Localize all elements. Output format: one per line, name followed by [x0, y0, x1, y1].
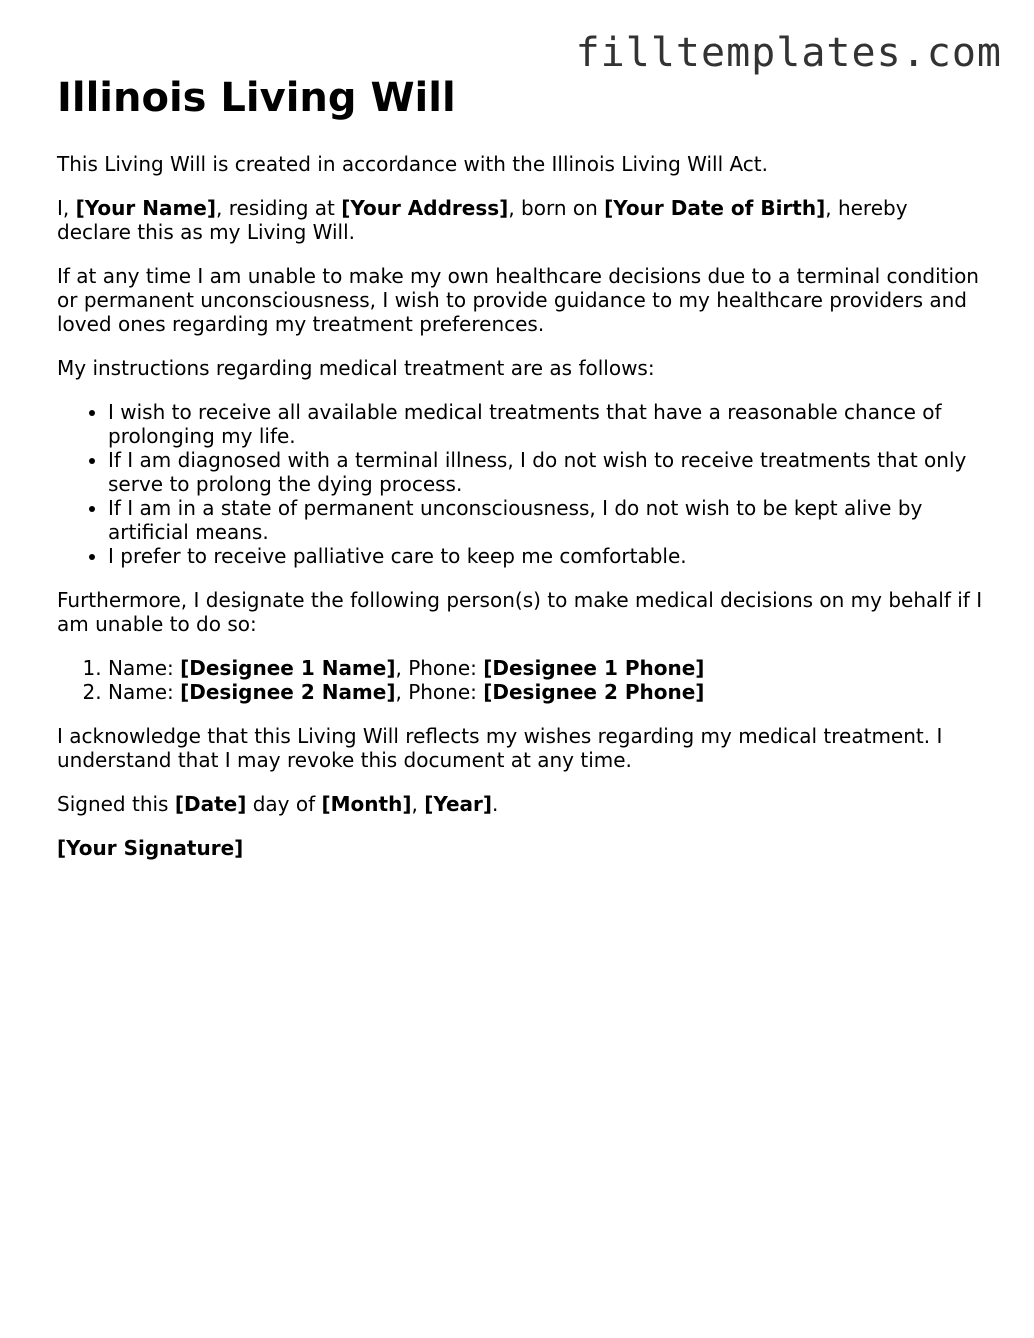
month-placeholder: [Month] [321, 792, 412, 816]
signed-text-3: , [411, 792, 425, 816]
acknowledge-paragraph: I acknowledge that this Living Will reflects my wishes regarding my medical treatment. I understand that I may revoke this document at any time. [57, 724, 943, 772]
date-of-birth-placeholder: [Your Date of Birth] [604, 196, 826, 220]
list-item: • I prefer to receive palliative care to keep me comfortable. [108, 544, 987, 568]
declaration-text-2: , residing at [216, 196, 342, 220]
signed-text-2: day of [246, 792, 322, 816]
designee-item [108, 656, 987, 680]
designees-list [57, 656, 987, 704]
document [57, 72, 987, 880]
your-name-placeholder: [Your Name] [75, 196, 216, 220]
date-placeholder: [Date] [174, 792, 247, 816]
watermark: filltemplates.com [575, 30, 1002, 76]
designee-item [108, 680, 987, 704]
designate-paragraph: Furthermore, I designate the following person(s) to make medical decisions on my behalf if I am unable to do so: [57, 588, 983, 636]
condition-paragraph: If at any time I am unable to make my own healthcare decisions due to a terminal condition or permanent unconsciousness, I wish to provide guidance to my healthcare providers and loved ones regarding my treatment preferences. [57, 264, 979, 336]
list-item: • If I am in a state of permanent unconsciousness, I do not wish to be kept alive by artificial means. [108, 496, 987, 544]
your-address-placeholder: [Your Address] [341, 196, 509, 220]
declaration-text-4: , hereby declare this as my Living Will. [57, 196, 908, 244]
designee-phone-label: , Phone: [395, 680, 484, 704]
designee-name-label: Name: [108, 680, 181, 704]
page-title: Illinois Living Will [57, 75, 456, 121]
designee-name-placeholder: [Designee 1 Name] [180, 656, 396, 680]
declaration-text-1: I, [57, 196, 76, 220]
instructions-list [57, 400, 987, 568]
signed-text-1: Signed this [57, 792, 175, 816]
list-item: • If I am diagnosed with a terminal illness, I do not wish to receive treatments that only serve to prolong the dying process. [108, 448, 987, 496]
list-item: • I wish to receive all available medical treatments that have a reasonable chance of prolonging my life. [108, 400, 987, 448]
designee-phone-placeholder: [Designee 2 Phone] [483, 680, 705, 704]
signed-text-4: . [492, 792, 499, 816]
signature-line [57, 836, 987, 860]
designee-name-label: Name: [108, 656, 181, 680]
signature-placeholder: [Your Signature] [57, 836, 244, 860]
designee-phone-label: , Phone: [395, 656, 484, 680]
signed-paragraph [57, 792, 987, 816]
year-placeholder: [Year] [424, 792, 493, 816]
intro-paragraph: This Living Will is created in accordance with the Illinois Living Will Act. [57, 152, 769, 176]
declaration-paragraph [57, 196, 987, 244]
designee-name-placeholder: [Designee 2 Name] [180, 680, 396, 704]
declaration-text-3: , born on [508, 196, 605, 220]
instructions-heading: My instructions regarding medical treatment are as follows: [57, 356, 655, 380]
designee-phone-placeholder: [Designee 1 Phone] [483, 656, 705, 680]
